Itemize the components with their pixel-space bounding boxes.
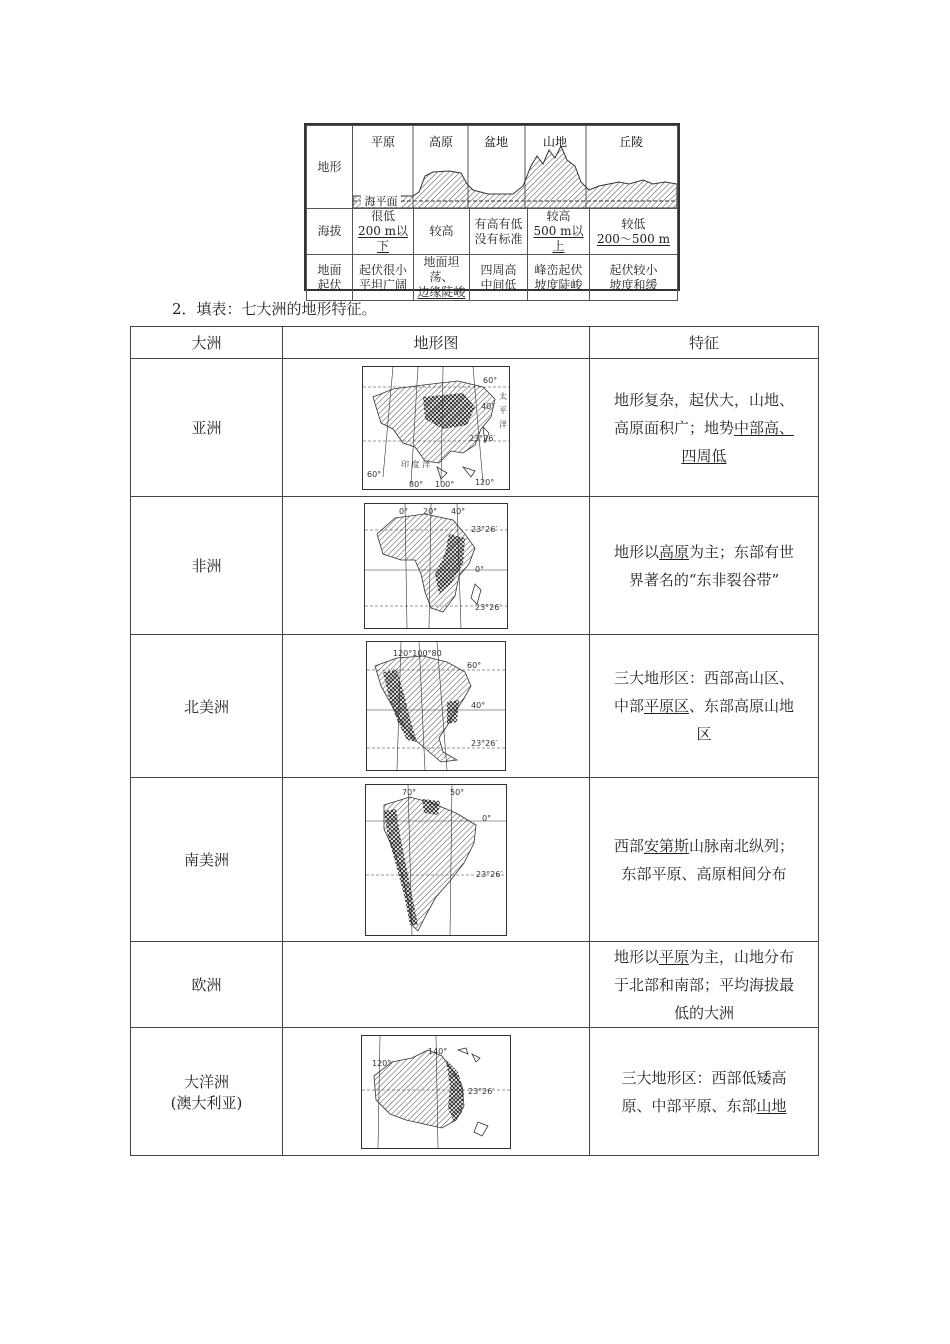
map-cell <box>283 1028 590 1156</box>
svg-text:23°26′: 23°26′ <box>468 1086 495 1096</box>
africa-map <box>364 503 508 629</box>
svg-text:23°26′: 23°26′ <box>476 869 503 879</box>
features-cell: 西部安第斯山脉南北纵列； 东部平原、高原相间分布 <box>590 778 819 942</box>
table-row <box>131 635 819 778</box>
svg-text:0°: 0° <box>482 813 492 823</box>
svg-text:140°: 140° <box>428 1046 448 1056</box>
features-cell: 三大地形区：西部高山区、 中部平原区、东部高原山地 区 <box>590 635 819 778</box>
svg-text:23°26′: 23°26′ <box>471 524 498 534</box>
continent-table <box>130 326 819 1156</box>
altitude-plateau: 较高 <box>414 209 470 255</box>
features-cell: 地形以高原为主；东部有世 界著名的“东非裂谷带” <box>590 497 819 635</box>
svg-text:120°100°80: 120°100°80 <box>393 649 442 658</box>
svg-text:0°: 0° <box>475 564 485 574</box>
table-row <box>131 942 819 1028</box>
oceania-map <box>361 1035 511 1149</box>
header-features: 特征 <box>590 327 819 359</box>
sea-level-label: 海平面 <box>364 195 398 208</box>
table-row <box>131 778 819 942</box>
map-cell <box>283 635 590 778</box>
svg-text:80°: 80° <box>409 479 424 489</box>
altitude-basin: 有高有低 没有标准 <box>470 209 528 255</box>
svg-text:40°: 40° <box>451 506 466 516</box>
svg-text:印 度 洋: 印 度 洋 <box>401 459 431 469</box>
altitude-mountain: 较高 500 m以上 <box>528 209 590 255</box>
relief-row-label: 地面 起伏 <box>307 255 353 301</box>
map-cell <box>283 359 590 497</box>
header-continent: 大洲 <box>131 327 283 359</box>
type-hill: 丘陵 <box>618 135 644 149</box>
relief-plain: 起伏很小 平坦广阔 <box>353 255 414 301</box>
landform-profile <box>353 126 678 209</box>
svg-text:60°: 60° <box>483 375 498 385</box>
continent-name: 大洋洲 (澳大利亚) <box>131 1028 283 1156</box>
relief-plateau: 地面坦荡、 边缘陡峻 <box>414 255 470 301</box>
altitude-plain: 很低 200 m以下 <box>353 209 414 255</box>
features-cell: 地形以平原为主，山地分布 于北部和南部；平均海拔最 低的大洲 <box>590 942 819 1028</box>
landform-figure <box>304 123 680 299</box>
south-america-map <box>365 784 507 936</box>
svg-text:洋: 洋 <box>499 419 507 429</box>
altitude-row-label: 海拔 <box>307 209 353 255</box>
header-map: 地形图 <box>283 327 590 359</box>
relief-hill: 起伏较小 坡度和缓 <box>590 255 678 301</box>
asia-map <box>362 366 510 490</box>
type-plain: 平原 <box>370 135 396 149</box>
continent-name: 欧洲 <box>131 942 283 1028</box>
svg-text:60°: 60° <box>467 661 482 670</box>
type-mountain: 山地 <box>542 135 568 149</box>
svg-text:100°: 100° <box>435 479 455 489</box>
relief-mountain: 峰峦起伏 坡度陡峻 <box>528 255 590 301</box>
svg-text:120°: 120° <box>475 477 495 487</box>
features-cell: 地形复杂，起伏大，山地、 高原面积广；地势中部高、 四周低 <box>590 359 819 497</box>
continent-name: 南美洲 <box>131 778 283 942</box>
type-plateau: 高原 <box>428 135 454 149</box>
svg-text:23°26′: 23°26′ <box>475 602 502 612</box>
table-row <box>131 1028 819 1156</box>
svg-text:120°: 120° <box>372 1058 392 1068</box>
continent-name: 非洲 <box>131 497 283 635</box>
relief-basin: 四周高 中间低 <box>470 255 528 301</box>
svg-text:70°: 70° <box>402 787 417 797</box>
svg-text:60°: 60° <box>367 469 382 479</box>
altitude-hill: 较低 200～500 m <box>590 209 678 255</box>
svg-text:太: 太 <box>499 391 507 401</box>
map-cell <box>283 497 590 635</box>
landform-row-label: 地形 <box>307 126 353 209</box>
north-america-map <box>366 641 506 771</box>
svg-text:20°: 20° <box>423 506 438 516</box>
svg-text:40°: 40° <box>471 701 486 710</box>
features-cell: 三大地形区：西部低矮高 原、中部平原、东部山地 <box>590 1028 819 1156</box>
svg-text:平: 平 <box>499 405 507 415</box>
table-row <box>131 497 819 635</box>
map-cell <box>283 942 590 1028</box>
continent-name: 亚洲 <box>131 359 283 497</box>
type-basin: 盆地 <box>483 135 509 149</box>
svg-text:0°: 0° <box>399 506 409 516</box>
map-cell <box>283 778 590 942</box>
table-row <box>131 359 819 497</box>
svg-text:23°26′: 23°26′ <box>471 739 498 748</box>
question-text: 2．填表：七大洲的地形特征。 <box>172 300 377 318</box>
svg-text:40°: 40° <box>481 401 496 411</box>
svg-text:23°26′: 23°26′ <box>469 433 496 443</box>
svg-text:50°: 50° <box>450 787 465 797</box>
continent-name: 北美洲 <box>131 635 283 778</box>
